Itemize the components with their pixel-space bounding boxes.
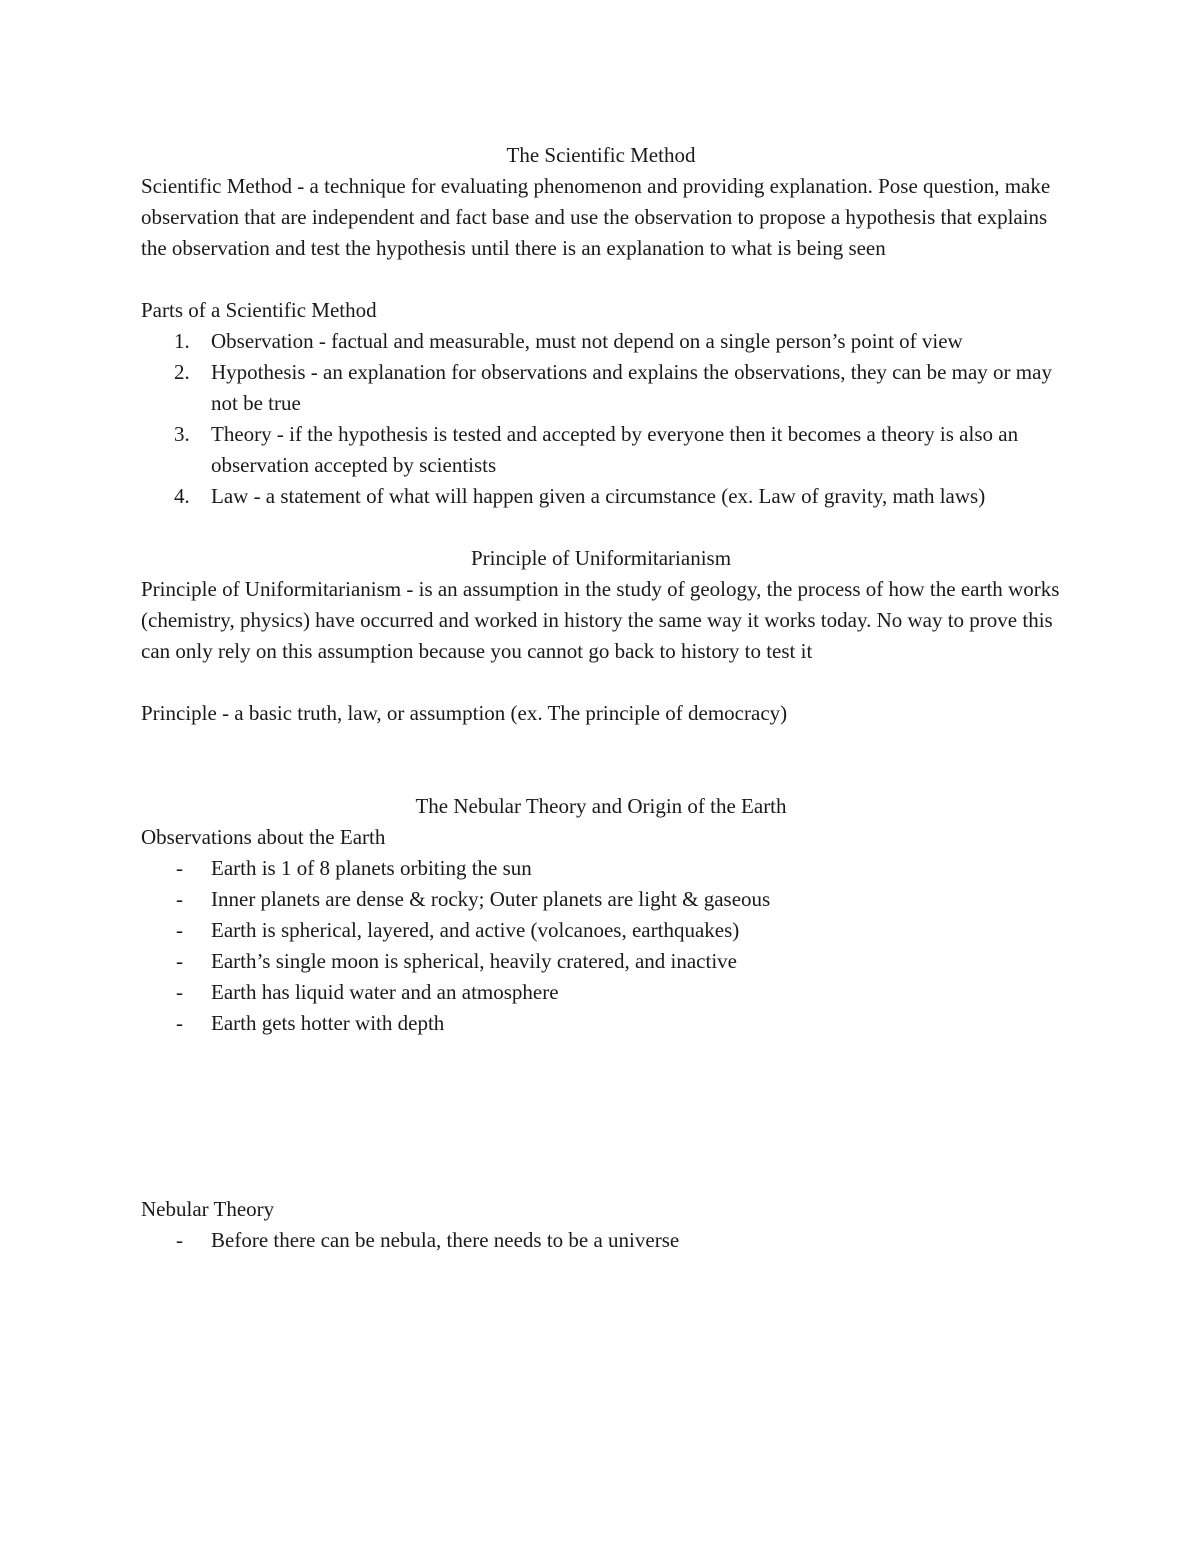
section-title-nebular-theory: The Nebular Theory and Origin of the Earth <box>415 794 787 818</box>
observations-list <box>141 853 1061 1039</box>
list-item-text: Inner planets are dense & rocky; Outer planets are light & gaseous <box>211 887 771 911</box>
list-number: 1. <box>174 329 190 353</box>
nebular-theory-heading: Nebular Theory <box>141 1197 275 1221</box>
principle-definition: Principle - a basic truth, law, or assumption (ex. The principle of democracy) <box>141 701 788 725</box>
list-item-text: Theory - if the hypothesis is tested and accepted by everyone then it becomes a theory is also an observation accepted by scientists <box>211 422 1019 477</box>
list-item <box>141 419 1061 481</box>
list-item-text: Earth’s single moon is spherical, heavily cratered, and inactive <box>211 949 737 973</box>
dash-bullet: - <box>176 1228 183 1252</box>
section-title-scientific-method: The Scientific Method <box>506 143 696 167</box>
dash-bullet: - <box>176 980 183 1004</box>
dash-bullet: - <box>176 887 183 911</box>
observations-heading: Observations about the Earth <box>141 825 386 849</box>
list-item <box>141 481 1061 512</box>
list-item-text: Observation - factual and measurable, must not depend on a single person’s point of view <box>211 329 963 353</box>
list-number: 3. <box>174 422 190 446</box>
list-item <box>141 946 1061 977</box>
list-item <box>141 357 1061 419</box>
parts-list <box>141 326 1061 512</box>
dash-bullet: - <box>176 949 183 973</box>
list-item-text: Earth gets hotter with depth <box>211 1011 445 1035</box>
list-item-text: Law - a statement of what will happen given a circumstance (ex. Law of gravity, math laws) <box>211 484 986 508</box>
list-item <box>141 1225 1061 1256</box>
document-page <box>141 140 1061 1256</box>
uniformitarianism-definition: Principle of Uniformitarianism - is an assumption in the study of geology, the process of how the earth works (chemistry, physics) have occurred and worked in history the same way it works today. No way to prove this can only rely on this assumption because you cannot go back to history to test it <box>141 577 1060 663</box>
list-item-text: Earth has liquid water and an atmosphere <box>211 980 559 1004</box>
list-item <box>141 326 1061 357</box>
list-item-text: Earth is spherical, layered, and active (volcanoes, earthquakes) <box>211 918 740 942</box>
list-item-text: Before there can be nebula, there needs to be a universe <box>211 1228 680 1252</box>
list-number: 2. <box>174 360 190 384</box>
list-number: 4. <box>174 484 190 508</box>
scientific-method-definition: Scientific Method - a technique for evaluating phenomenon and providing explanation. Pose question, make observation that are independent and fact base and use the observation to propose a hypothesis that explains the observation and test the hypothesis until there is an explanation to what is being seen <box>141 174 1051 260</box>
list-item <box>141 853 1061 884</box>
list-item-text: Hypothesis - an explanation for observations and explains the observations, they can be may or may not be true <box>211 360 1052 415</box>
dash-bullet: - <box>176 1011 183 1035</box>
parts-heading: Parts of a Scientific Method <box>141 298 377 322</box>
nebular-theory-list <box>141 1225 1061 1256</box>
list-item-text: Earth is 1 of 8 planets orbiting the sun <box>211 856 532 880</box>
list-item <box>141 1008 1061 1039</box>
list-item <box>141 884 1061 915</box>
list-item <box>141 915 1061 946</box>
list-item <box>141 977 1061 1008</box>
dash-bullet: - <box>176 856 183 880</box>
section-title-uniformitarianism: Principle of Uniformitarianism <box>470 546 732 570</box>
dash-bullet: - <box>176 918 183 942</box>
